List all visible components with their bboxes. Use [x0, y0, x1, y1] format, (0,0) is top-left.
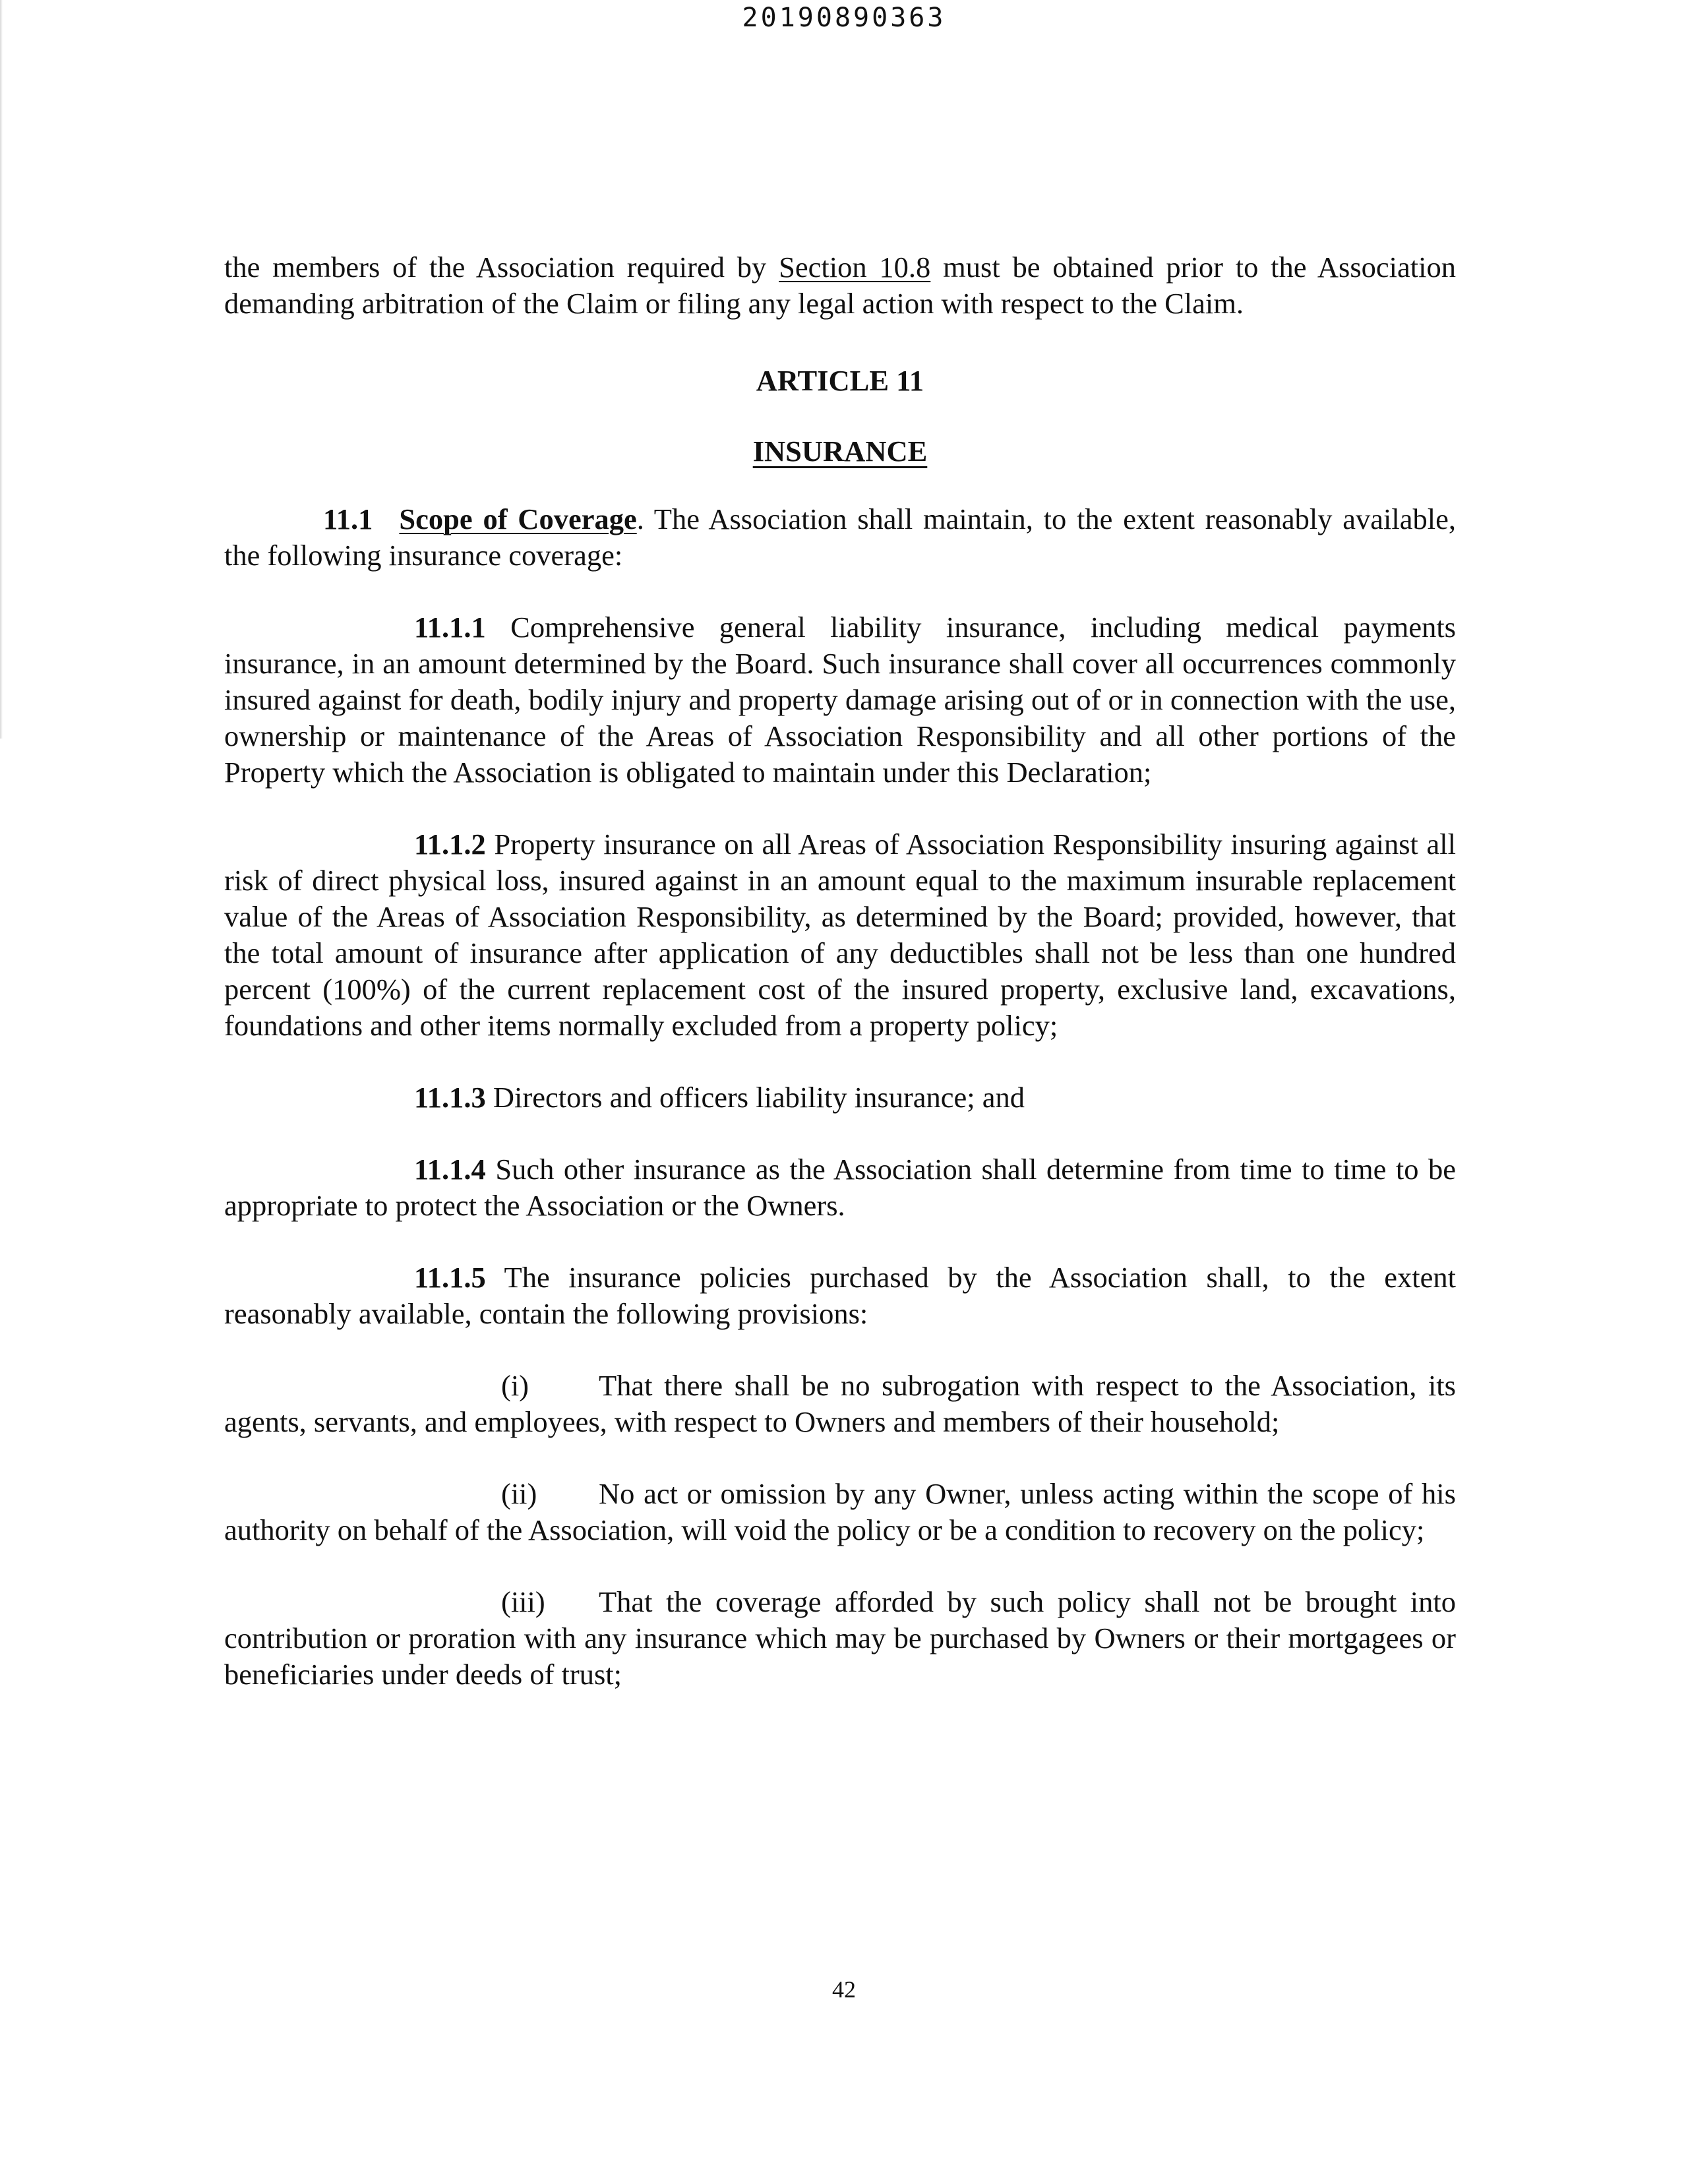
- section-text: The insurance policies purchased by the Association shall, to the extent reasonably available, contain the following provisions:: [224, 1261, 1456, 1330]
- section-text: . The Association shall maintain, to the extent reasonably available, the following insurance coverage:: [224, 502, 1456, 572]
- section-text: Such other insurance as the Association shall determine from time to time to be appropriate to protect the Association or the Owners.: [224, 1153, 1456, 1222]
- provision-label: (iii): [501, 1585, 545, 1618]
- section-11-1-4: [224, 1151, 1456, 1224]
- section-number: 11.1.1: [414, 611, 486, 644]
- provision-item: [224, 1368, 1456, 1440]
- provision-label: (i): [501, 1369, 529, 1402]
- section-11-1-5: [224, 1259, 1456, 1332]
- document-body: [224, 249, 1456, 1728]
- provision-text: No act or omission by any Owner, unless acting within the scope of his authority on behalf of the Association, will void the policy or be a condition to recovery on the policy;: [224, 1477, 1456, 1546]
- section-number: 11.1.2: [414, 828, 486, 861]
- section-reference-link: Section 10.8: [779, 251, 931, 284]
- section-number: 11.1.4: [414, 1153, 486, 1186]
- section-text: Directors and officers liability insurance; and: [485, 1081, 1025, 1114]
- section-number: 11.1: [323, 502, 373, 535]
- provision-text: That there shall be no subrogation with respect to the Association, its agents, servants, and employees, with respect to Owners and members of their household;: [224, 1369, 1456, 1438]
- section-text: Comprehensive general liability insurance, including medical payments insurance, in an amount determined by the Board. Such insurance shall cover all occurrences commonly insured against for death, bodily injury and property damage arising out of or in connection with the use, ownership or maintenance of the Areas of Association Responsibility and all other portions of the Property which the Association is obligated to maintain under this Declaration;: [224, 611, 1456, 789]
- article-title: INSURANCE: [752, 435, 928, 468]
- section-11-1-3: [224, 1079, 1456, 1116]
- provision-text: That the coverage afforded by such policy shall not be brought into contribution or proration with any insurance which may be purchased by Owners or their mortgagees or beneficiaries under deeds of trust;: [224, 1585, 1456, 1691]
- article-heading: ARTICLE 11: [756, 364, 924, 397]
- intro-text-before: the members of the Association required by: [224, 251, 779, 284]
- scan-edge: [0, 0, 3, 739]
- intro-paragraph: [224, 249, 1456, 322]
- intro-text-after: must be obtained prior to the Association demanding arbitration of the Claim or filing any legal action with respect to the Claim.: [224, 251, 1457, 320]
- provision-item: [224, 1476, 1456, 1548]
- section-11-1: [224, 501, 1456, 574]
- document-number: 20190890363: [742, 3, 946, 33]
- section-11-1-1: [224, 609, 1456, 791]
- section-number: 11.1.5: [414, 1261, 486, 1294]
- provision-item: [224, 1584, 1456, 1693]
- section-11-1-2: [224, 826, 1456, 1044]
- section-caption: Scope of Coverage: [399, 502, 637, 535]
- page-number: 42: [832, 1976, 856, 2003]
- provision-label: (ii): [501, 1477, 537, 1510]
- section-number: 11.1.3: [414, 1081, 486, 1114]
- section-text: Property insurance on all Areas of Association Responsibility insuring against all risk of direct physical loss, insured against in an amount equal to the maximum insurable replacement value of the Areas of Association Responsibility, as determined by the Board; provided, however, that the total amount of insurance after application of any deductibles shall not be less than one hundred percent (100%) of the current replacement cost of the insured property, exclusive land, excavations, foundations and other items normally excluded from a property policy;: [224, 828, 1456, 1042]
